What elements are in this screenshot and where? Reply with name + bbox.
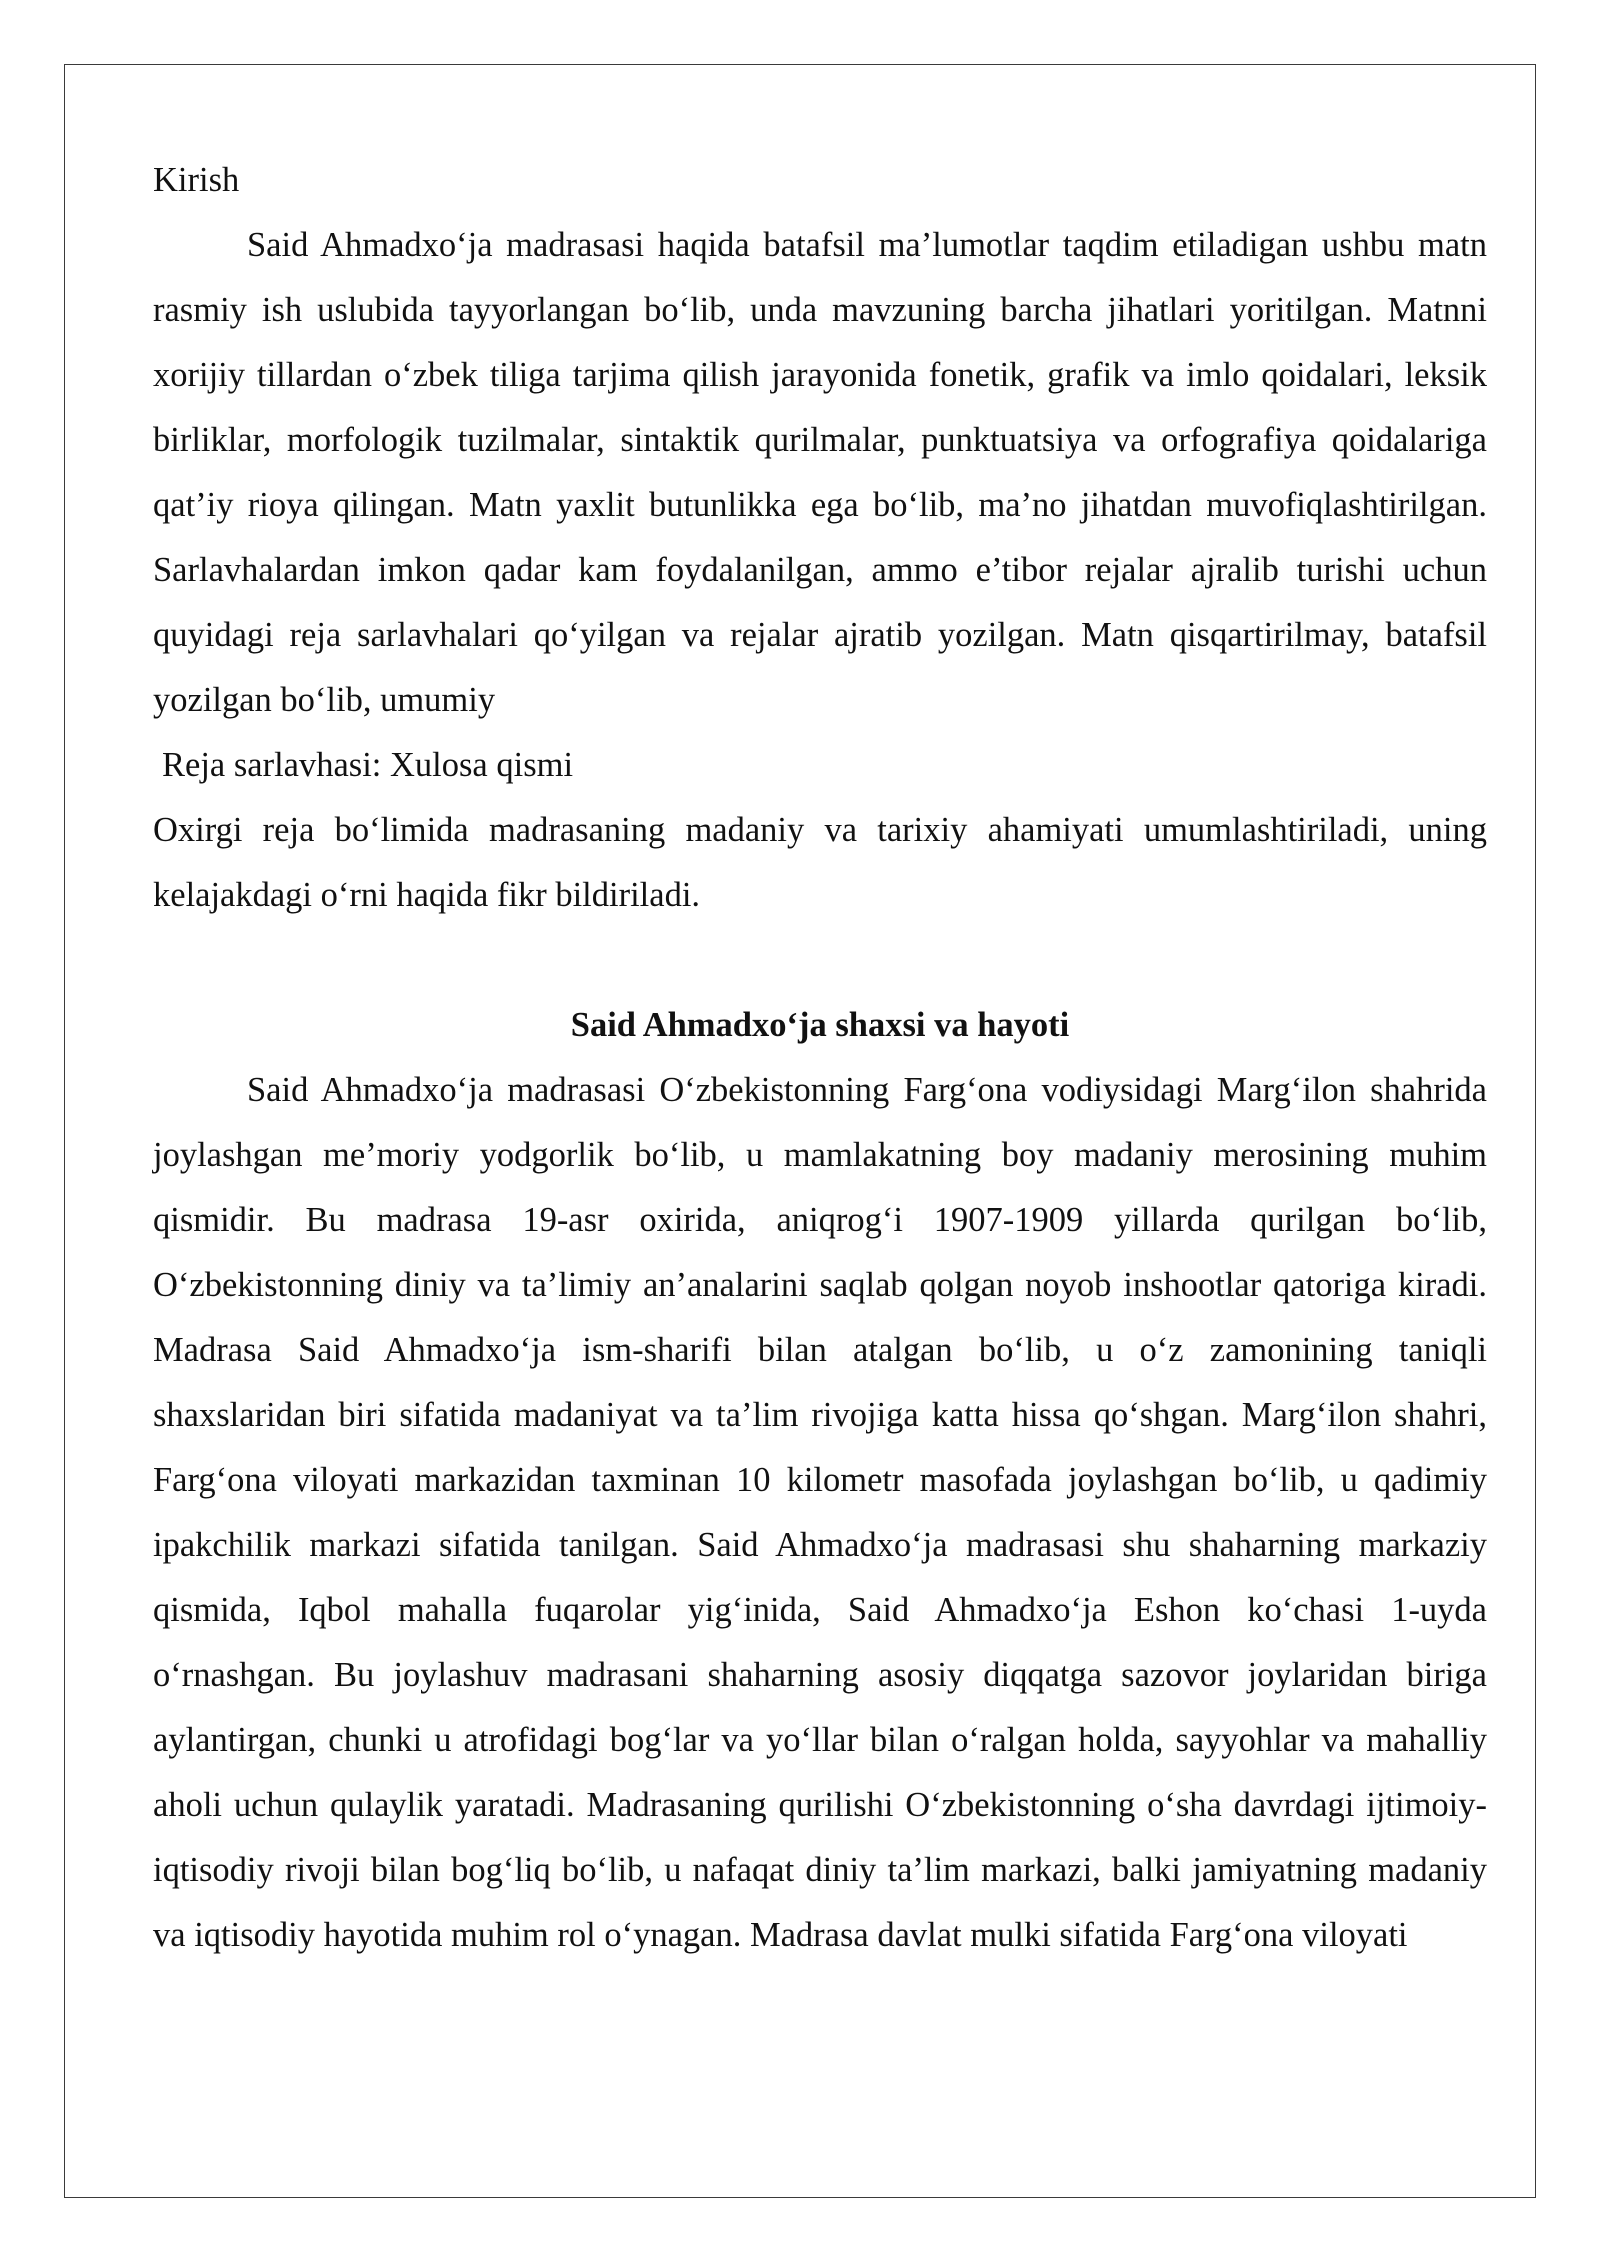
plan-heading: Reja sarlavhasi: Xulosa qismi [162, 746, 574, 784]
plan-paragraph: Oxirgi reja bo‘limida madrasaning madaniy va tarixiy ahamiyati umumlashtiriladi, uning kelajakdagi o‘rni haqida fikr bildiriladi. [153, 811, 1487, 914]
document-body [153, 148, 1487, 1968]
intro-heading: Kirish [153, 161, 240, 199]
section-paragraph: Said Ahmadxo‘ja madrasasi O‘zbekistonning Farg‘ona vodiysidagi Marg‘ilon shahrida joylashgan me’moriy yodgorlik bo‘lib, u mamlakatning boy madaniy merosining muhim qismidir. Bu madrasa 19-asr oxirida, aniqrog‘i 1907-1909 yillarda qurilgan bo‘lib, O‘zbekistonning diniy va ta’limiy an’analarini saqlab qolgan noyob inshootlar qatoriga kiradi. Madrasa Said Ahmadxo‘ja ism-sharifi bilan atalgan bo‘lib, u o‘z zamonining taniqli shaxslaridan biri sifatida madaniyat va ta’lim rivojiga katta hissa qo‘shgan. Marg‘ilon shahri, Farg‘ona viloyati markazidan taxminan 10 kilometr masofada joylashgan bo‘lib, u qadimiy ipakchilik markazi sifatida tanilgan. Said Ahmadxo‘ja madrasasi shu shaharning markaziy qismida, Iqbol mahalla fuqarolar yig‘inida, Said Ahmadxo‘ja Eshon ko‘chasi 1-uyda o‘rnashgan. Bu joylashuv madrasani shaharning asosiy diqqatga sazovor joylaridan biriga aylantirgan, chunki u atrofidagi bog‘lar va yo‘llar bilan o‘ralgan holda, sayyohlar va mahalliy aholi uchun qulaylik yaratadi. Madrasaning qurilishi O‘zbekistonning o‘sha davrdagi ijtimoiy-iqtisodiy rivoji bilan bog‘liq bo‘lib, u nafaqat diniy ta’lim markazi, balki jamiyatning madaniy va iqtisodiy hayotida muhim rol o‘ynagan. Madrasa davlat mulki sifatida Farg‘ona viloyati [153, 1071, 1487, 1954]
section-title: Said Ahmadxo‘ja shaxsi va hayoti [570, 1006, 1070, 1044]
intro-paragraph: Said Ahmadxo‘ja madrasasi haqida batafsil ma’lumotlar taqdim etiladigan ushbu matn rasmiy ish uslubida tayyorlangan bo‘lib, unda mavzuning barcha jihatlari yoritilgan. Matnni xorijiy tillardan o‘zbek tiliga tarjima qilish jarayonida fonetik, grafik va imlo qoidalari, leksik birliklar, morfologik tuzilmalar, sintaktik qurilmalar, punktuatsiya va orfografiya qoidalariga qat’iy rioya qilingan. Matn yaxlit butunlikka ega bo‘lib, ma’no jihatdan muvofiqlashtirilgan. Sarlavhalardan imkon qadar kam foydalanilgan, ammo e’tibor rejalar ajralib turishi uchun quyidagi reja sarlavhalari qo‘yilgan va rejalar ajratib yozilgan. Matn qisqartirilmay, batafsil yozilgan bo‘lib, umumiy [153, 226, 1487, 719]
